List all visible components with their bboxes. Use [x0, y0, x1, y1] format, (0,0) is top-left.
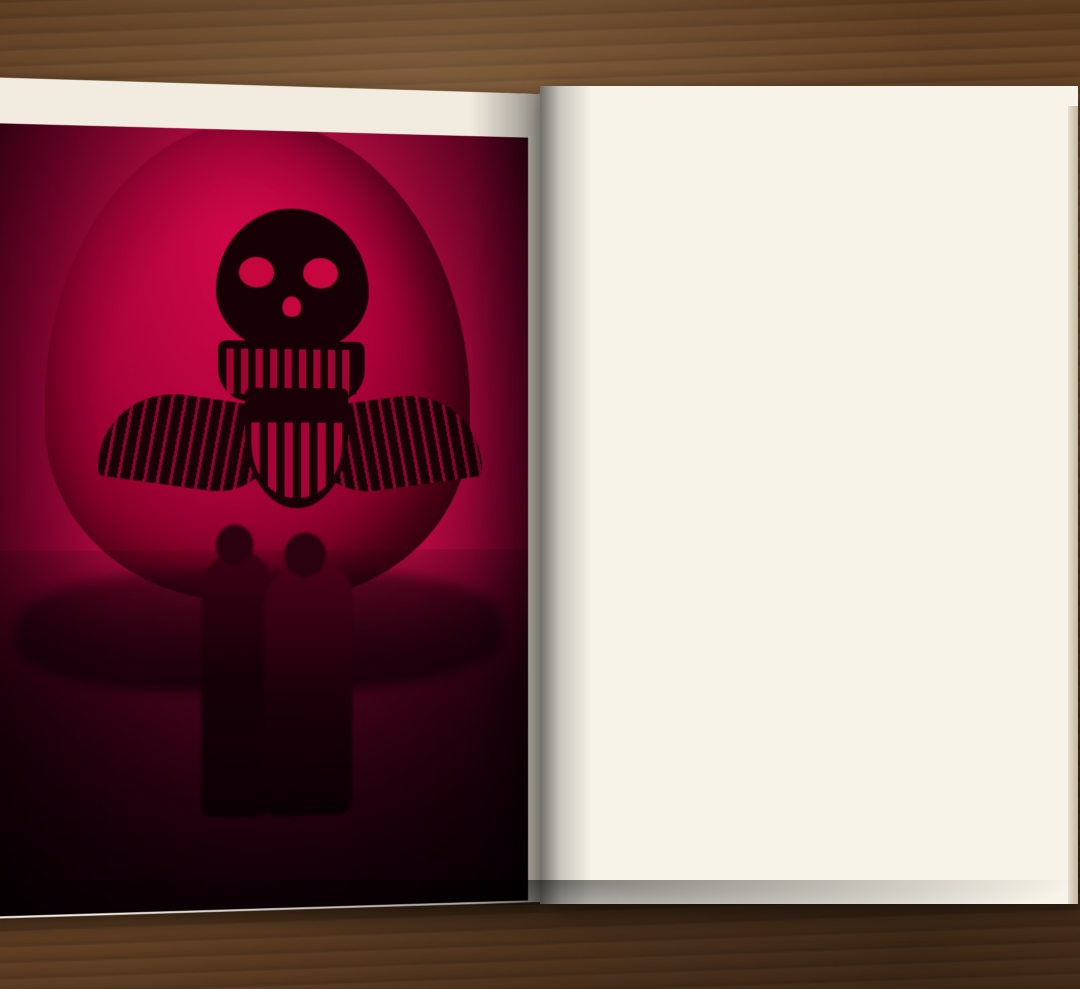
right-page [540, 86, 1078, 904]
left-page-photo [0, 123, 528, 916]
photo-vignette [0, 123, 528, 916]
right-page-edge [1068, 106, 1078, 904]
left-page [0, 77, 542, 919]
open-book [0, 66, 1080, 911]
